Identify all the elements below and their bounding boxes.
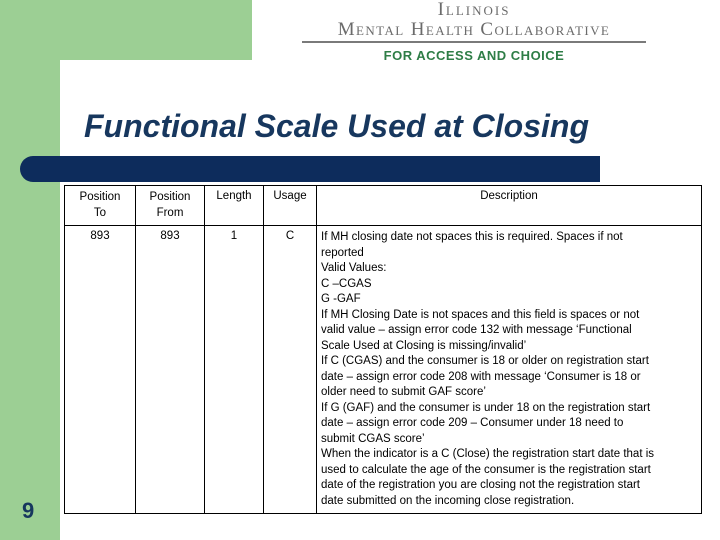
description-line: If MH Closing Date is not spaces and this field is spaces or not bbox=[321, 308, 640, 321]
description-line: used to calculate the age of the consumer is the registration start bbox=[321, 463, 651, 476]
top-green-band bbox=[0, 0, 252, 60]
collaborative-logo bbox=[298, 0, 650, 66]
cell-length: 1 bbox=[205, 226, 264, 514]
page-number: 9 bbox=[22, 498, 35, 523]
logo-line-2: Mental Health Collaborative bbox=[337, 19, 611, 40]
slide-title: Functional Scale Used at Closing bbox=[84, 108, 589, 144]
description-line: older need to submit GAF score’ bbox=[321, 386, 486, 398]
field-spec-table bbox=[64, 185, 702, 514]
description-line: valid value – assign error code 132 with message ‘Functional bbox=[321, 324, 632, 336]
description-line: date – assign error code 208 with message ‘Consumer is 18 or bbox=[321, 370, 641, 383]
cell-description bbox=[317, 226, 702, 514]
header-length: Length bbox=[205, 186, 264, 226]
description-line: If C (CGAS) and the consumer is 18 or older on registration start bbox=[321, 355, 649, 367]
left-green-bar bbox=[0, 0, 60, 540]
description-line: date – assign error code 209 – Consumer under 18 need to bbox=[321, 417, 624, 429]
description-line: If MH closing date not spaces this is required. Spaces if not bbox=[321, 231, 623, 243]
logo-rule bbox=[302, 41, 646, 43]
logo-line-1: Illinois bbox=[437, 0, 511, 20]
description-line: When the indicator is a C (Close) the registration start date that is bbox=[321, 448, 655, 460]
description-line: date submitted on the incoming close registration. bbox=[321, 494, 575, 507]
header-position-to bbox=[65, 186, 136, 226]
header-position-to-line-1: Position bbox=[79, 191, 121, 203]
description-line: Scale Used at Closing is missing/invalid’ bbox=[321, 339, 527, 352]
header-description: Description bbox=[317, 186, 702, 226]
header-position-from-line-2: From bbox=[156, 206, 184, 219]
header-usage: Usage bbox=[264, 186, 317, 226]
header-position-from bbox=[136, 186, 205, 226]
logo-line-3: FOR ACCESS AND CHOICE bbox=[383, 48, 565, 63]
description-line: submit CGAS score’ bbox=[321, 432, 425, 445]
description-line: C –CGAS bbox=[321, 277, 372, 290]
header-position-from-line-1: Position bbox=[149, 191, 191, 203]
description-line: G -GAF bbox=[321, 293, 361, 305]
cell-usage: C bbox=[264, 226, 317, 514]
description-line: reported bbox=[321, 246, 364, 259]
description-line: If G (GAF) and the consumer is under 18 on the registration start bbox=[321, 401, 651, 414]
header-position-to-line-2: To bbox=[93, 206, 107, 219]
description-line: date of the registration you are closing not the registration start bbox=[321, 479, 640, 491]
title-underline-bar bbox=[20, 156, 600, 182]
cell-position-to: 893 bbox=[65, 226, 136, 514]
cell-position-from: 893 bbox=[136, 226, 205, 514]
description-line: Valid Values: bbox=[321, 262, 387, 274]
table-row bbox=[65, 226, 702, 514]
table-header-row bbox=[65, 186, 702, 226]
